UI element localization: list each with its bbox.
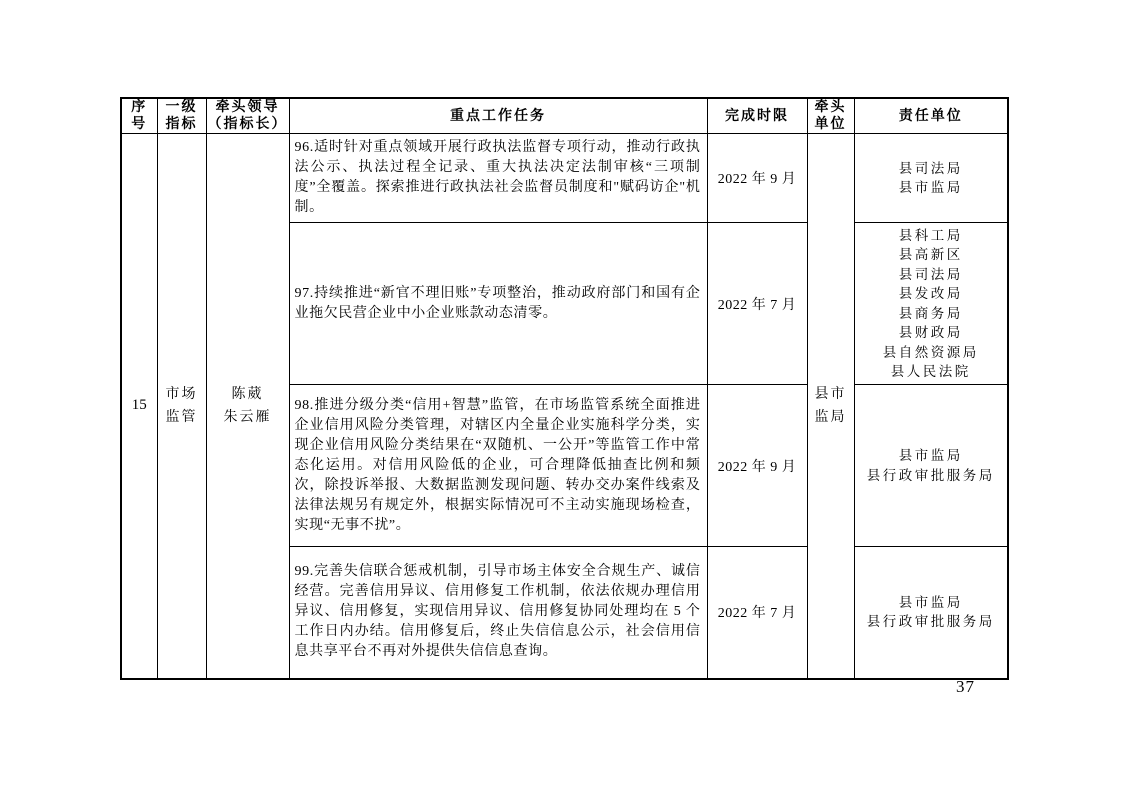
lead-unit-cell: 县市 监局 (807, 134, 854, 679)
deadline-96: 2022 年 9 月 (707, 134, 807, 223)
resp-units-96: 县司法局 县市监局 (854, 134, 1008, 223)
task-text-98: 98.推进分级分类“信用+智慧”监管，在市场监管系统全面推进企业信用风险分类管理，对辖区内全量企业实施科学分类，实现企业信用风险分类结果在“双随机、一公开”等监管工作中常态化运用。对信用风险低的企业，可合理降低抽查比例和频次，除投诉举报、大数据监测发现问题、转办交办案件线索及法律法规另有规定外，根据实际情况可不主动实施现场检查，实现“无事不扰”。 (289, 385, 707, 547)
header-row (121, 98, 1008, 134)
deadline-98: 2022 年 9 月 (707, 385, 807, 547)
header-task: 重点工作任务 (289, 98, 707, 134)
header-seq: 序 号 (121, 98, 157, 134)
task-text-97: 97.持续推进“新官不理旧账”专项整治，推动政府部门和国有企业拖欠民营企业中小企业账款动态清零。 (289, 223, 707, 385)
header-deadline: 完成时限 (707, 98, 807, 134)
resp-units-98: 县市监局 县行政审批服务局 (854, 385, 1008, 547)
header-resp-unit: 责任单位 (854, 98, 1008, 134)
task-text-96: 96.适时针对重点领域开展行政执法监督专项行动，推动行政执法公示、执法过程全记录、重大执法决定法制审核“三项制度”全覆盖。探索推进行政执法社会监督员制度和"赋码访企"机制。 (289, 134, 707, 223)
resp-units-97: 县科工局 县高新区 县司法局 县发改局 县商务局 县财政局 县自然资源局 县人民法院 (854, 223, 1008, 385)
page-number: 37 (956, 677, 975, 696)
deadline-99: 2022 年 7 月 (707, 547, 807, 679)
task-text-99: 99.完善失信联合惩戒机制，引导市场主体安全合规生产、诚信经营。完善信用异议、信用修复工作机制，依法依规办理信用异议、信用修复，实现信用异议、信用修复协同处理均在 5 个工作日内办结。信用修复后，终止失信信息公示，社会信用信息共享平台不再对外提供失信信息查询。 (289, 547, 707, 679)
table-row-task-96 (121, 134, 1008, 223)
seq-cell: 15 (121, 134, 157, 679)
header-leader: 牵头领导 （指标长） (207, 100, 288, 132)
header-indicator: 一级 指标 (157, 98, 206, 134)
indicator-cell: 市场 监管 (157, 134, 206, 679)
header-lead-unit: 牵头 单位 (807, 98, 854, 134)
leader-cell: 陈葳 朱云雁 (206, 134, 289, 679)
work-task-table (120, 97, 1009, 680)
deadline-97: 2022 年 7 月 (707, 223, 807, 385)
resp-units-99: 县市监局 县行政审批服务局 (854, 547, 1008, 679)
